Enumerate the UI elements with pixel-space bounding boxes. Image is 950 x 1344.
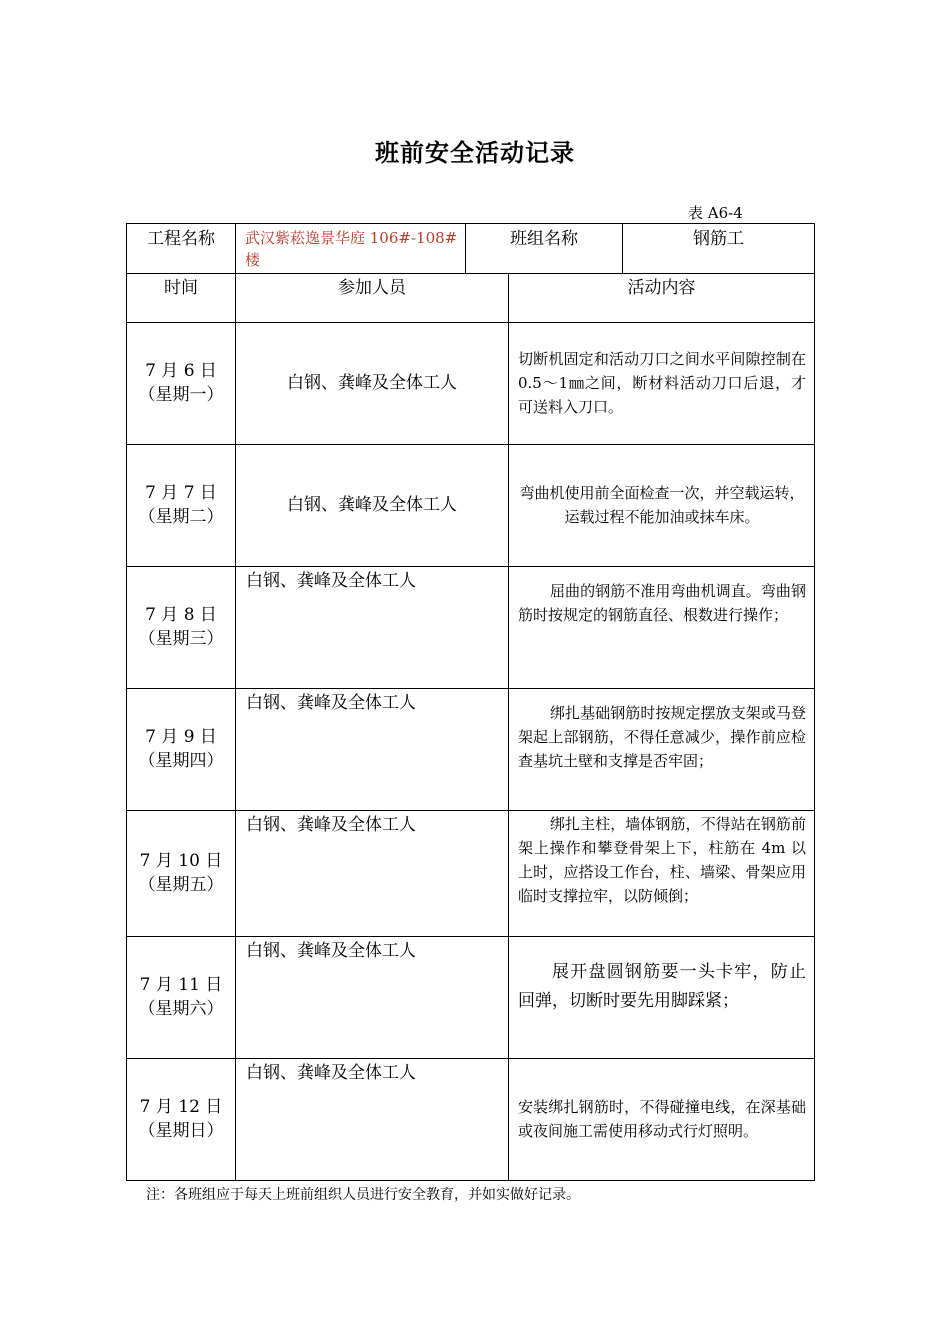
- row-participants: 白钢、龚峰及全体工人: [246, 571, 416, 591]
- table-border: [126, 566, 815, 567]
- row-weekday: （星期日）: [138, 1121, 224, 1141]
- team-name-value: 钢筋工: [693, 229, 744, 249]
- row-participants: 白钢、龚峰及全体工人: [246, 1063, 416, 1083]
- row-weekday: （星期五）: [138, 875, 224, 895]
- project-name-label: 工程名称: [147, 229, 215, 249]
- row-content: 切断机固定和活动刀口之间水平间隙控制在 0.5～1㎜之间，断材料活动刀口后退，才可送料入刀口。: [518, 350, 806, 416]
- row-date: 7 月 6 日: [145, 361, 217, 381]
- project-name-value: 武汉紫菘逸景华庭 106#-108#楼: [245, 229, 458, 269]
- row-weekday: （星期一）: [138, 385, 224, 405]
- table-border: [126, 1058, 815, 1059]
- table-border: [126, 1180, 815, 1181]
- footnote: 注：各班组应于每天上班前组织人员进行安全教育，并如实做好记录。: [146, 1187, 580, 1203]
- row-date: 7 月 10 日: [139, 851, 223, 871]
- team-name-label: 班组名称: [510, 229, 578, 249]
- table-border: [814, 223, 815, 1181]
- column-header-participants: 参加人员: [338, 278, 406, 298]
- column-header-content: 活动内容: [627, 278, 696, 298]
- row-content: 展开盘圆钢筋要一头卡牢，防止回弹，切断时要先用脚踩紧；: [518, 962, 806, 1011]
- table-border: [126, 223, 815, 224]
- row-date: 7 月 7 日: [145, 483, 217, 503]
- row-content: 绑扎基础钢筋时按规定摆放支架或马登架起上部钢筋，不得任意减少，操作前应检查基坑土壁和支撑是否牢固；: [518, 704, 806, 770]
- row-participants: 白钢、龚峰及全体工人: [246, 693, 416, 713]
- table-border: [126, 444, 815, 445]
- row-weekday: （星期六）: [138, 999, 224, 1019]
- table-border: [235, 223, 236, 1181]
- table-border: [126, 936, 815, 937]
- row-date: 7 月 9 日: [145, 727, 217, 747]
- row-participants: 白钢、龚峰及全体工人: [246, 941, 416, 961]
- row-weekday: （星期三）: [138, 629, 224, 649]
- row-participants: 白钢、龚峰及全体工人: [287, 495, 457, 515]
- page-title: 班前安全活动记录: [375, 139, 575, 167]
- row-content: 绑扎主柱，墙体钢筋，不得站在钢筋前架上操作和攀登骨架上下，柱筋在 4m 以上时，应搭设工作台，柱、墙梁、骨架应用临时支撑拉牢，以防倾倒；: [518, 815, 806, 905]
- row-weekday: （星期二）: [138, 507, 224, 527]
- row-content: 弯曲机使用前全面检查一次，并空载运转，运载过程不能加油或抹车床。: [519, 484, 805, 526]
- table-border: [126, 688, 815, 689]
- row-date: 7 月 11 日: [139, 975, 223, 995]
- column-header-time: 时间: [164, 278, 198, 298]
- table-border: [508, 273, 509, 1181]
- table-border: [126, 273, 815, 274]
- row-content: 安装绑扎钢筋时，不得碰撞电线，在深基础或夜间施工需使用移动式行灯照明。: [518, 1098, 806, 1140]
- row-participants: 白钢、龚峰及全体工人: [246, 815, 416, 835]
- table-border: [126, 810, 815, 811]
- form-number: 表 A6-4: [688, 204, 743, 222]
- row-weekday: （星期四）: [138, 751, 224, 771]
- row-content: 屈曲的钢筋不准用弯曲机调直。弯曲钢筋时按规定的钢筋直径、根数进行操作；: [518, 582, 806, 624]
- row-date: 7 月 12 日: [139, 1097, 223, 1117]
- row-participants: 白钢、龚峰及全体工人: [287, 373, 457, 393]
- table-border: [126, 322, 815, 323]
- row-date: 7 月 8 日: [145, 605, 217, 625]
